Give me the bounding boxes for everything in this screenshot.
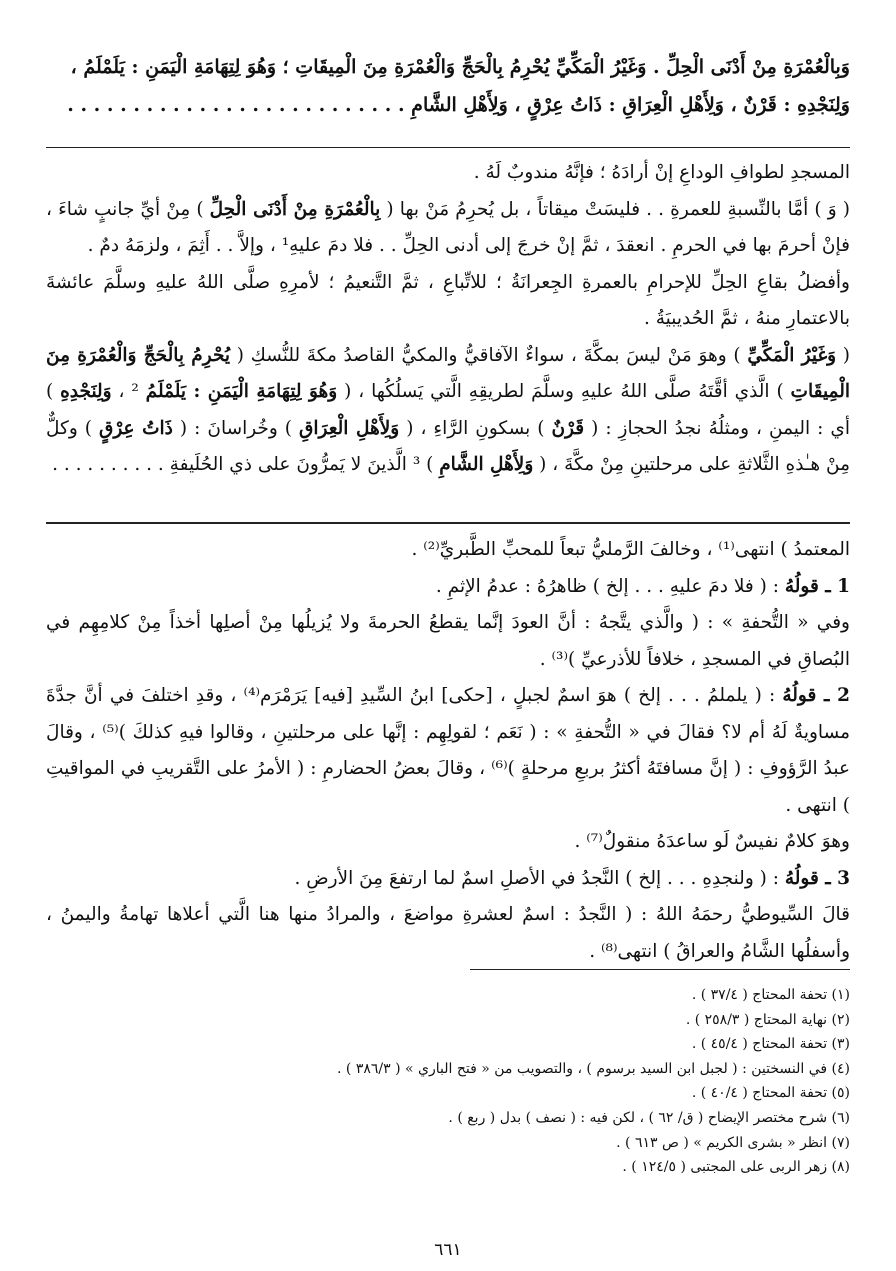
- footnote: (٤) في النسختين : ( لجبل ابن السيد برسوم ) ، والتصويب من « فتح الباري » ( ٣٨٦/٣ ) .: [337, 1060, 850, 1077]
- matn-quote: وَغَيْرُ الْمَكِّيِّ: [747, 344, 837, 366]
- text-run: ) أي : اليمنِ ، ومثلُهُ نجدُ الحجازِ : (: [46, 381, 850, 439]
- matn-quote: قَرْنٌ: [551, 417, 585, 439]
- paragraph: المسجدِ لطوافِ الوداعِ إنْ أرادَهُ ؛ فإنَّهُ مندوبٌ لَهُ .: [473, 162, 850, 183]
- matn-quote: وَهُوَ لِتِهَامَةِ الْيَمَنِ : يَلَمْلَمُ: [145, 381, 338, 402]
- footnote: (٧) انظر « بشرى الكريم » ( ص ٦١٣ ) .: [616, 1134, 850, 1151]
- matn-line: وَلِنَجْدِهِ : قَرْنٌ ، وَلِأَهْلِ الْعِرَاقِ : ذَاتُ عِرْقٍ ، وَلِأَهْلِ الشَّامِ . . . . . . . . . . . . . . . . . . . . . . . . . .: [67, 94, 850, 116]
- matn-quote: ذَاتُ عِرْقٍ: [98, 417, 173, 439]
- matn-quote: يُحْرِمُ بِالْحَجِّ وَالْعُمْرَةِ مِنَ الْمِيقَاتِ: [46, 344, 851, 402]
- paragraph: [46, 338, 850, 484]
- footnote: (٦) شرح مختصر الإيضاح ( ق/ ٦٢ ) ، لكن فيه : ( نصف ) بدل ( ربع ) .: [448, 1109, 850, 1126]
- text-run: ) الَّذي أقَّتَهُ صلَّى اللهُ عليهِ وسلَّمَ لطريقِهِ الَّتي يَسلُكُها ، (: [337, 381, 791, 402]
- text-run: ) وكلٌّ مِنْ هـٰذهِ الثَّلاثةِ على مرحلتينِ مِنْ مكَّةَ ، (: [46, 417, 850, 475]
- gloss-heading: 3 ـ قولُهُ: [784, 867, 850, 889]
- page-number: ٦٦١: [434, 1240, 462, 1260]
- divider-line: [46, 522, 850, 524]
- paragraph: [46, 569, 850, 606]
- footnote: (٢) نهاية المحتاج ( ٢٥٨/٣ ) .: [685, 1011, 850, 1028]
- paragraph: وهوَ كلامٌ نفيسٌ لَو ساعدَهُ منقولٌ⁽⁷⁾ .: [574, 831, 850, 852]
- footnote-divider: [470, 969, 850, 970]
- text-run: ) ³ الَّذينَ لا يَمرُّونَ على ذي الحُلَيفةِ . . . . . . . . . .: [52, 454, 440, 475]
- footnote: (٥) تحفة المحتاج ( ٤٠/٤ ) .: [691, 1085, 850, 1102]
- matn-quote: وَلِأَهْلِ الشَّامِ: [439, 454, 534, 475]
- paragraph: المعتمدُ ) انتهى⁽¹⁾ ، وخالفَ الرَّمليُّ تبعاً للمحبِّ الطَّبريِّ⁽²⁾ .: [411, 539, 850, 560]
- divider-line: [46, 147, 850, 148]
- paragraph: [46, 861, 850, 898]
- gloss-heading: 1 ـ قولُهُ: [784, 575, 850, 597]
- paragraph: وفي « التُّحفةِ » : ( والَّذي يتَّجهُ : أنَّ العودَ إنَّما يقطعُ الحرمةَ ولا يُزيلُها مِنْ أصلِها أخذاً مِنْ كلامِهِم في البُصاقِ في المسجدِ ، خلافاً للأذرعيِّ )⁽³⁾ .: [46, 612, 850, 670]
- commentary-text: [46, 155, 850, 484]
- matn-line: وَبِالْعُمْرَةِ مِنْ أَدْنَى الْحِلِّ . وَغَيْرُ الْمَكِّيِّ يُحْرِمُ بِالْحَجِّ وَالْعُمْرَةِ مِنَ الْمِيقَاتِ ؛ وَهُوَ لِتِهَامَةِ الْيَمَنِ : يَلَمْلَمُ ،: [70, 56, 850, 78]
- text-run: ) بسكونِ الرَّاءِ ، (: [399, 417, 552, 439]
- text-run: ² ،: [111, 381, 146, 402]
- text-run: : ( ولنجدِهِ . . . إلخ ) النَّجدُ في الأصلِ اسمٌ لما ارتفعَ مِنَ الأرضِ .: [294, 867, 785, 889]
- footnotes: [46, 983, 850, 1180]
- paragraph: وأفضلُ بقاعِ الحِلِّ للإحرامِ بالعمرةِ الجِعرانَةُ ؛ للاتِّباعِ ، ثمَّ التَّنعيمُ ؛ لأمرِهِ صلَّى اللهُ عليهِ وسلَّمَ عائشةَ بالاعتمارِ منهُ ، ثمَّ الحُديبيَةُ .: [46, 271, 850, 329]
- matn-quote: وَلِنَجْدِهِ: [60, 381, 112, 402]
- text-run: ( وَ ) أمَّا بالنِّسبةِ للعمرةِ . . فليسَتْ ميقاتاً ، بل يُحرِمُ مَنْ بها (: [380, 198, 851, 220]
- paragraph: قالَ السِّيوطيُّ رحمَهُ اللهُ : ( النَّجدُ : اسمٌ لعشرةِ مواضعَ ، والمرادُ منها هنا الَّتي أعلاها تهامةُ واليمنُ ، وأسفلُها الشَّامُ والعراقُ ) انتهى⁽⁸⁾ .: [46, 904, 850, 962]
- text-run: ) وخُراسانَ : (: [172, 417, 300, 439]
- matn-quote: وَلِأَهْلِ الْعِرَاقِ: [299, 417, 400, 439]
- footnote: (٨) زهر الربى على المجتبى ( ١٢٤/٥ ) .: [622, 1159, 850, 1176]
- gloss-heading: 2 ـ قولُهُ: [782, 685, 850, 706]
- paragraph: [46, 678, 850, 824]
- paragraph: [46, 192, 850, 265]
- text-run: ) مِنْ أيِّ جانبٍ شاءَ ، فإنْ أحرمَ بها في الحرمِ . انعقدَ ، ثمَّ إنْ خرجَ إلى أدنى الحِلِّ . . فلا دمَ عليهِ¹ ، وإلاَّ . . أَثِمَ ، ولزمَهُ دمٌ .: [46, 198, 850, 256]
- matn-text: [46, 48, 850, 124]
- footnote: (٣) تحفة المحتاج ( ٤٥/٤ ) .: [691, 1036, 850, 1053]
- text-run: : ( يلملمُ . . . إلخ ) هوَ اسمٌ لجبلٍ ، [حكى] ابنُ السِّيدِ [فيه] يَرَمْرَم⁽⁴⁾ ، وقدِ اختلفَ في أنَّ جدَّةَ مساويةٌ لَهُ أم لا؟ فقالَ في « التُّحفةِ » : ( نَعَم ؛ لقولِهِم : إنَّها على مرحلتينِ ، وقالوا فيهِ كذلكَ )⁽⁵⁾ ، وقالَ عبدُ الرَّؤوفِ : ( إنَّ مسافتَهُ أكثرُ بربعِ مرحلةٍ )⁽⁶⁾ ، وقالَ بعضُ الحضارمِ : ( الأمرُ على التَّقريبِ في المواقيتِ ) انتهى .: [46, 685, 850, 816]
- gloss-text: [46, 532, 850, 970]
- text-run: (: [836, 344, 850, 366]
- footnote: (١) تحفة المحتاج ( ٣٧/٤ ) .: [691, 987, 850, 1003]
- text-run: ) وهوَ مَنْ ليسَ بمكَّةَ ، سواءٌ الآفاقيُّ والمكيُّ القاصدُ مكةَ للنُّسكِ (: [230, 344, 748, 366]
- matn-quote: بِالْعُمْرَةِ مِنْ أَدْنَى الْحِلِّ: [209, 198, 381, 220]
- text-run: : ( فلا دمَ عليهِ . . . إلخ ) ظاهرُهُ : عدمُ الإثمِ .: [435, 575, 785, 597]
